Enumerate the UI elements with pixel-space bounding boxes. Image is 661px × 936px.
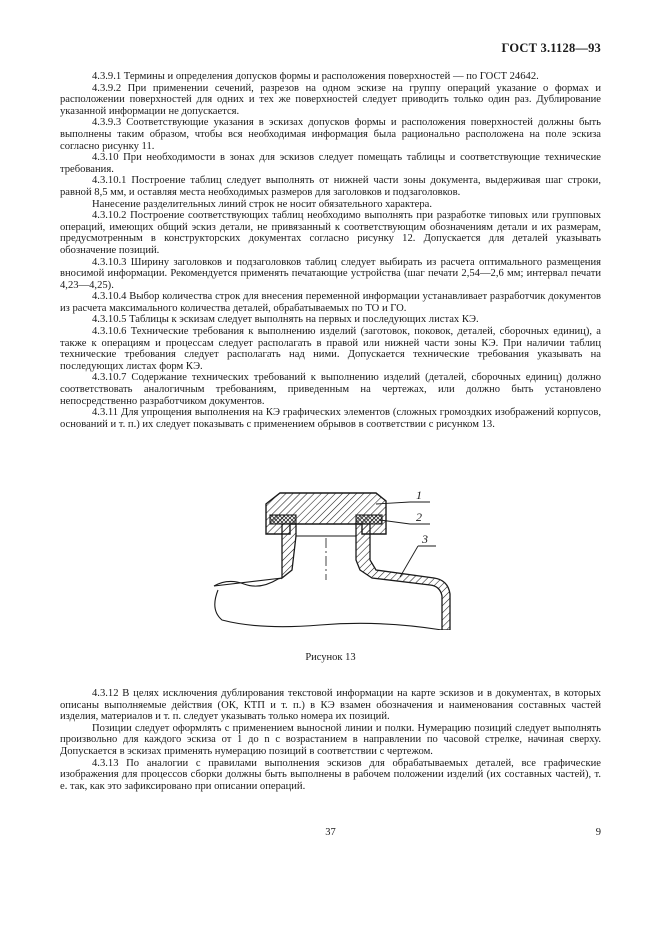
paragraph-4-3-13: 4.3.13 По аналогии с правилами выполнения эскизов для обрабатываемых деталей, все графические изображения для процессов сборки должны быть выполнены в рабочем положении изделий (их составных частей), т. е. так, как это зафиксировано при описании операций. (60, 757, 601, 792)
body-text-top (60, 71, 601, 430)
gasket-right-part-2 (356, 515, 382, 524)
housing-section-svg (200, 480, 470, 630)
position-label-3: 3 (422, 532, 428, 546)
sheet-number: 9 (595, 827, 601, 838)
paragraph-4-3-10-6: 4.3.10.6 Технические требования к выполнению изделий (заготовок, поковок, деталей, сборочных единиц), а также к операциям и процессам следует располагать в правой или нижней части зоны КЭ. При наличии таблиц технические требования следует располагать над ними. Допускается технические требования указывать на последующих листах форм КЭ. (60, 326, 601, 372)
paragraph-4-3-10-1: 4.3.10.1 Построение таблиц следует выполнять от нижней части зоны документа, выдерживая шаг строки, равной 8,5 мм, и оставляя места необходимых размеров для заголовков и подзаголовков. (60, 175, 601, 198)
paragraph-4-3-10-5: 4.3.10.5 Таблицы к эскизам следует выполнять на первых и последующих листах КЭ. (92, 314, 479, 326)
body-left-wall-part-3 (282, 524, 296, 578)
figure-caption: Рисунок 13 (305, 652, 356, 663)
paragraph-4-3-11: 4.3.11 Для упрощения выполнения на КЭ графических элементов (сложных громоздких изображений корпусов, оснований и т. п.) их следует показывать с применением обрывов в соответствии с рисунком 13. (60, 407, 601, 430)
position-label-2: 2 (416, 510, 422, 524)
paragraph-4-3-12: 4.3.12 В целях исключения дублирования текстовой информации на карте эскизов и в документах, в которых описаны выполняемые действия (ОК, КТП и т. п.) в КЭ взамен обозначения и наименования составных частей изделия, материалов и т. п. следует указывать только номера их позиций. (60, 688, 601, 723)
position-label-1: 1 (416, 488, 422, 502)
paragraph-separator-lines: Нанесение разделительных линий строк не носит обязательного характера. (92, 198, 432, 210)
break-line (214, 578, 442, 630)
document-code-header: ГОСТ 3.1128—93 (501, 41, 601, 55)
paragraph-4-3-10: 4.3.10 При необходимости в зонах для эскизов следует помещать таблицы и соответствующие технические требования. (60, 152, 601, 175)
gasket-left-part-2 (270, 515, 296, 524)
paragraph-4-3-10-3: 4.3.10.3 Ширину заголовков и подзаголовков таблиц следует выбирать из расчета оптимального размещения вносимой информации. Рекомендуется применять печатающие устройства (шаг печати 2,54—2,6 мм; интервал печати 4,23—4,25). (60, 256, 601, 291)
page-number: 37 (325, 827, 336, 838)
paragraph-4-3-9-3: 4.3.9.3 Соответствующие указания в эскизах допусков формы и расположения поверхностей должны быть выполнены таким образом, чтобы вся необходимая информация была рационально расположена на поле эскиза согласно рисунку 11. (60, 117, 601, 152)
body-right-wall-part-3 (356, 524, 450, 630)
paragraph-4-3-10-7: 4.3.10.7 Содержание технических требований к выполнению изделий (деталей, сборочных единиц) должно соответствовать аналогичным требованиям, приведенным на чертежах, или должно быть установлено непосредственно разработчиком документов. (60, 372, 601, 407)
paragraph-4-3-9-2: 4.3.9.2 При применении сечений, разрезов на одном эскизе на группу операций указание о формах и расположении поверхностей для одних и тех же поверхностей следует приводить только один раз. Дублирование указанной информации не допускается. (60, 82, 601, 117)
paragraph-4-3-10-2: 4.3.10.2 Построение соответствующих таблиц необходимо выполнять при разработке типовых или групповых операций, имеющих общий эскиз детали, не привязанный к соответствующим обозначениям детали и их размерам, предусмотренным в конструкторских документах согласно рисунку 12. Допускается для деталей указывать обозначение позиций. (60, 210, 601, 256)
paragraph-positions: Позиции следует оформлять с применением выносной линии и полки. Нумерацию позиций следует выполнять произвольно для каждого эскиза от 1 до n с возрастанием в направлении по часовой стрелке, начиная сверху. Допускается в эскизах применять нумерацию позиций в соответствии с чертежом. (60, 722, 601, 757)
paragraph-4-3-10-4: 4.3.10.4 Выбор количества строк для внесения переменной информации устанавливает разработчик документов из расчета максимального количества деталей, обрабатываемых по ТО и ГО. (60, 291, 601, 314)
body-text-bottom (60, 688, 601, 792)
paragraph-4-3-9-1: 4.3.9.1 Термины и определения допусков формы и расположения поверхностей — по ГОСТ 24642. (92, 71, 539, 82)
figure-13-drawing (200, 480, 470, 630)
